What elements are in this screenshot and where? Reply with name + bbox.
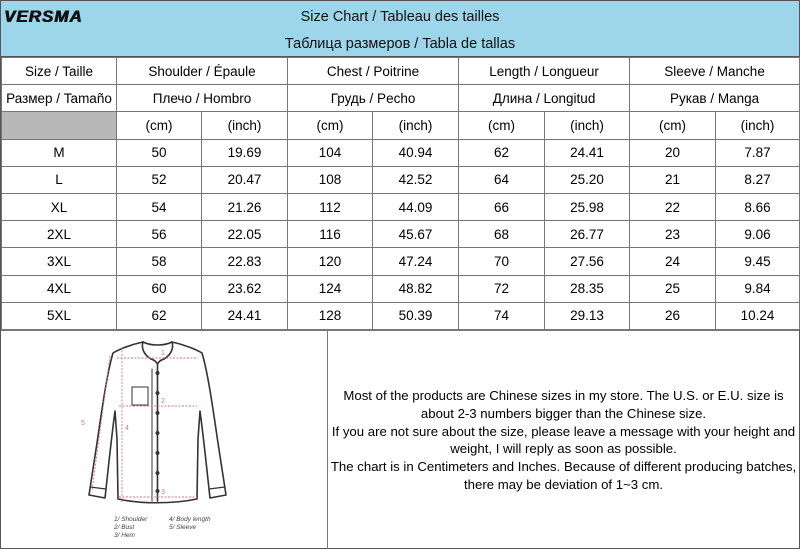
table-cell: 25 xyxy=(630,275,716,302)
table-cell: 10.24 xyxy=(716,302,800,329)
table-cell: 70 xyxy=(459,248,545,275)
column-header-chest-alt: Грудь / Pecho xyxy=(288,85,459,112)
unit-cm: (cm) xyxy=(630,112,716,139)
table-cell: 24.41 xyxy=(545,139,630,166)
table-cell: 112 xyxy=(288,193,373,220)
table-row xyxy=(2,166,800,193)
note-line: there may be deviation of 1~3 cm. xyxy=(463,476,664,492)
size-label-cell: L xyxy=(2,166,117,193)
table-cell: 54 xyxy=(117,193,202,220)
header-row-1 xyxy=(2,58,800,85)
marker-body-length: 4 xyxy=(125,425,129,432)
table-cell: 21 xyxy=(630,166,716,193)
table-cell: 29.13 xyxy=(545,302,630,329)
table-cell: 44.09 xyxy=(373,193,459,220)
note-line: Most of the products are Chinese sizes in my store. The U.S. or E.U. size is xyxy=(343,388,784,403)
table-cell: 104 xyxy=(288,139,373,166)
column-header-chest: Chest / Poitrine xyxy=(288,58,459,85)
column-header-length-alt: Длина / Longitud xyxy=(459,85,630,112)
column-header-length: Length / Longueur xyxy=(459,58,630,85)
blank-gray-cell xyxy=(2,112,117,139)
header-row-2 xyxy=(2,85,800,112)
column-header-shoulder: Shoulder / Épaule xyxy=(117,58,288,85)
table-cell: 128 xyxy=(288,302,373,329)
table-cell: 24.41 xyxy=(202,302,288,329)
unit-cm: (cm) xyxy=(459,112,545,139)
table-cell: 120 xyxy=(288,248,373,275)
row-label-cell: Size / Taille xyxy=(2,58,117,85)
table-cell: 20.47 xyxy=(202,166,288,193)
note-line: The chart is in Centimeters and Inches. Because of different producing batches, xyxy=(330,459,797,475)
marker-bust: 2 xyxy=(161,398,165,405)
table-cell: 60 xyxy=(117,275,202,302)
table-cell: 22.05 xyxy=(202,221,288,248)
row-label-cell: Размер / Tamaño xyxy=(2,85,117,112)
legend-hem: 3/ Hem xyxy=(114,532,135,539)
diagram-legend xyxy=(114,516,211,540)
size-label-cell: 4XL xyxy=(2,275,117,302)
table-row xyxy=(2,275,800,302)
note-line: about 2-3 numbers bigger than the Chinese size. xyxy=(420,405,707,421)
table-cell: 45.67 xyxy=(373,221,459,248)
table-cell: 50.39 xyxy=(373,302,459,329)
table-cell: 56 xyxy=(117,221,202,248)
table-row xyxy=(2,302,800,329)
table-cell: 28.35 xyxy=(545,275,630,302)
table-cell: 62 xyxy=(459,139,545,166)
table-cell: 9.84 xyxy=(716,275,800,302)
size-label-cell: 3XL xyxy=(2,248,117,275)
table-cell: 9.45 xyxy=(716,248,800,275)
size-label-cell: M xyxy=(2,139,117,166)
table-cell: 74 xyxy=(459,302,545,329)
table-cell: 25.20 xyxy=(545,166,630,193)
table-cell: 68 xyxy=(459,221,545,248)
legend-bust: 2/ Bust xyxy=(114,524,135,531)
size-table xyxy=(1,57,800,330)
table-cell: 48.82 xyxy=(373,275,459,302)
table-cell: 26.77 xyxy=(545,221,630,248)
table-cell: 23.62 xyxy=(202,275,288,302)
table-cell: 108 xyxy=(288,166,373,193)
unit-cm: (cm) xyxy=(288,112,373,139)
marker-hem: 3 xyxy=(161,489,165,496)
unit-inch: (inch) xyxy=(202,112,288,139)
shirt-diagram xyxy=(1,331,328,549)
unit-row xyxy=(2,112,800,139)
column-header-sleeve-alt: Рукав / Manga xyxy=(630,85,800,112)
table-cell: 22.83 xyxy=(202,248,288,275)
table-row xyxy=(2,139,800,166)
table-cell: 24 xyxy=(630,248,716,275)
table-row xyxy=(2,193,800,220)
table-cell: 9.06 xyxy=(716,221,800,248)
table-cell: 22 xyxy=(630,193,716,220)
table-cell: 66 xyxy=(459,193,545,220)
marker-shoulder: 1 xyxy=(161,350,165,357)
brand-logo: VERSMA xyxy=(4,7,83,26)
table-row xyxy=(2,221,800,248)
size-rows xyxy=(2,139,800,329)
table-cell: 21.26 xyxy=(202,193,288,220)
legend-sleeve: 5/ Sleeve xyxy=(169,524,197,531)
table-cell: 7.87 xyxy=(716,139,800,166)
table-cell: 23 xyxy=(630,221,716,248)
size-notes xyxy=(328,387,799,494)
note-line: If you are not sure about the size, please leave a message with your height and xyxy=(331,423,796,439)
unit-inch: (inch) xyxy=(373,112,459,139)
table-cell: 19.69 xyxy=(202,139,288,166)
table-cell: 124 xyxy=(288,275,373,302)
table-cell: 26 xyxy=(630,302,716,329)
size-label-cell: 2XL xyxy=(2,221,117,248)
table-cell: 72 xyxy=(459,275,545,302)
table-row xyxy=(2,248,800,275)
column-header-shoulder-alt: Плечо / Hombro xyxy=(117,85,288,112)
table-cell: 47.24 xyxy=(373,248,459,275)
column-header-sleeve: Sleeve / Manche xyxy=(630,58,800,85)
bottom-section xyxy=(1,330,799,548)
table-cell: 42.52 xyxy=(373,166,459,193)
legend-shoulder: 1/ Shoulder xyxy=(114,516,148,523)
header-banner xyxy=(1,1,799,57)
table-cell: 62 xyxy=(117,302,202,329)
table-cell: 8.27 xyxy=(716,166,800,193)
legend-body-length: 4/ Body length xyxy=(169,516,211,523)
unit-inch: (inch) xyxy=(716,112,800,139)
table-cell: 25.98 xyxy=(545,193,630,220)
size-label-cell: 5XL xyxy=(2,302,117,329)
table-cell: 58 xyxy=(117,248,202,275)
size-label-cell: XL xyxy=(2,193,117,220)
unit-inch: (inch) xyxy=(545,112,630,139)
marker-sleeve: 5 xyxy=(81,420,85,427)
table-cell: 40.94 xyxy=(373,139,459,166)
table-cell: 20 xyxy=(630,139,716,166)
table-cell: 116 xyxy=(288,221,373,248)
note-line: weight, I will reply as soon as possible. xyxy=(450,441,677,457)
table-cell: 8.66 xyxy=(716,193,800,220)
table-cell: 52 xyxy=(117,166,202,193)
unit-cm: (cm) xyxy=(117,112,202,139)
chart-title-line-1: Size Chart / Tableau des tailles xyxy=(300,9,500,25)
chart-title-line-2: Таблица размеров / Tabla de tallas xyxy=(284,36,516,52)
table-cell: 50 xyxy=(117,139,202,166)
table-cell: 64 xyxy=(459,166,545,193)
table-cell: 27.56 xyxy=(545,248,630,275)
